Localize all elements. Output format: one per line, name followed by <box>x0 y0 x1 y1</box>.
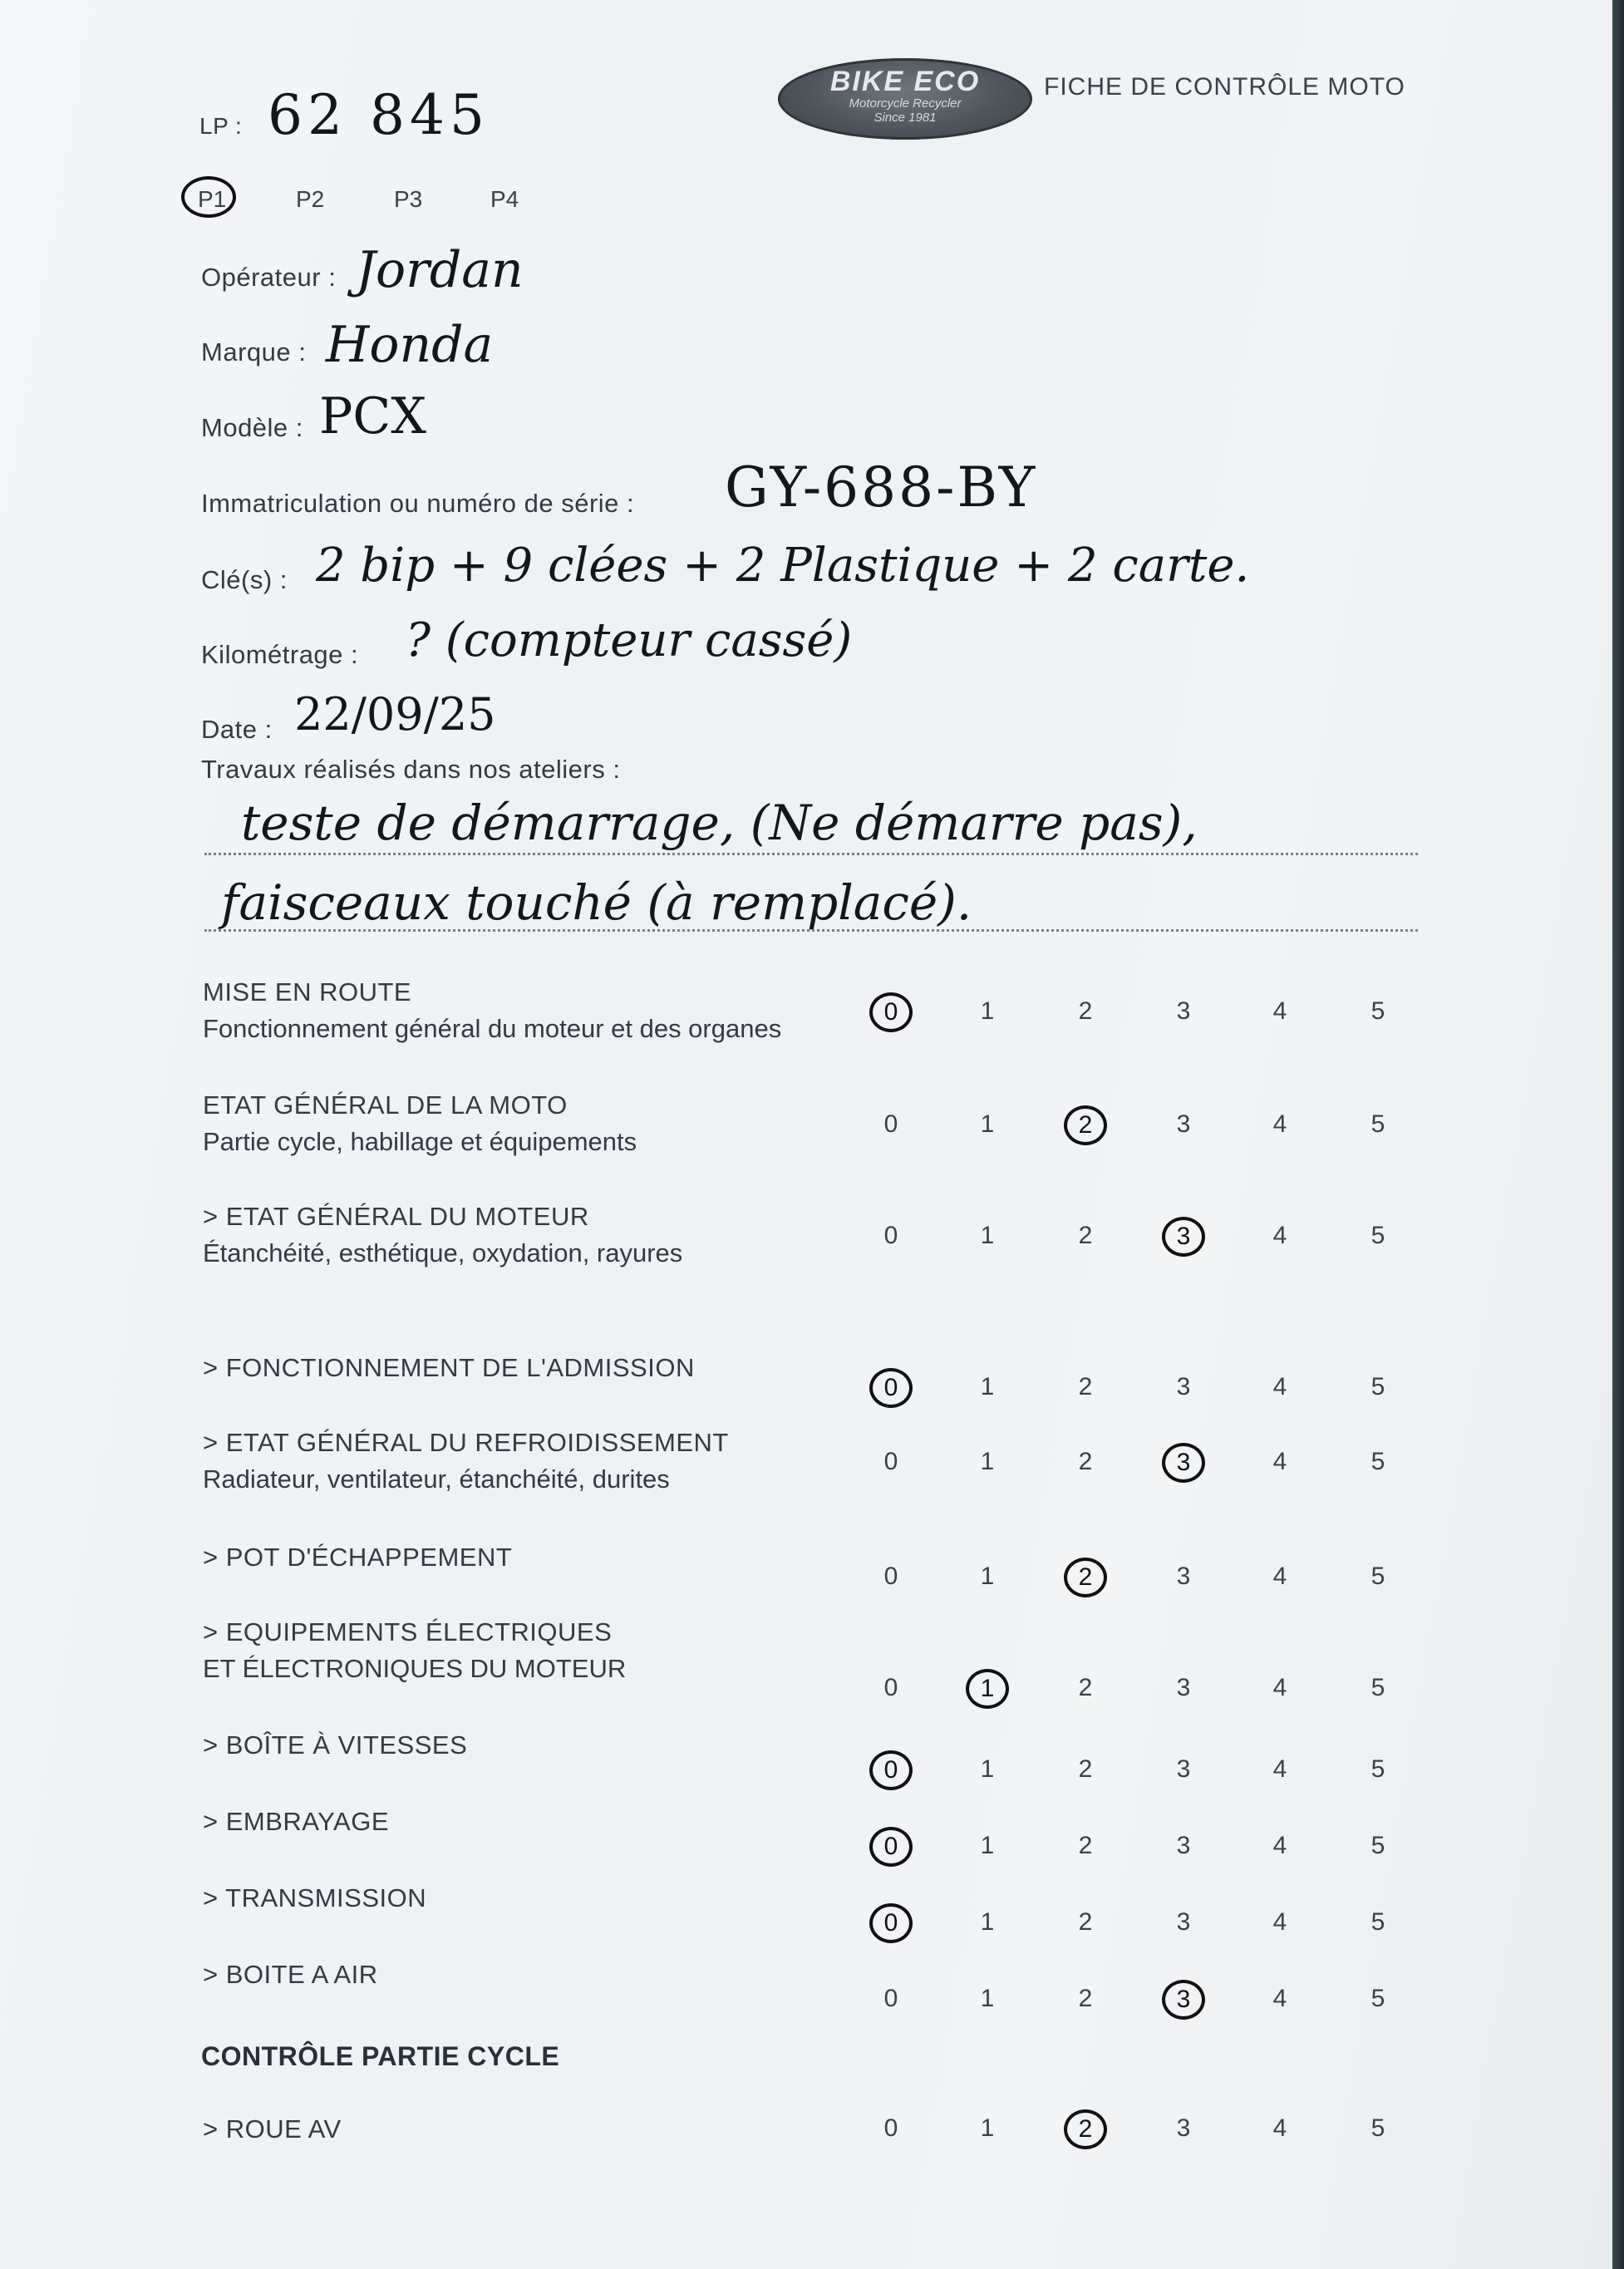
travaux-line-1: teste de démarrage, (Ne démarre pas), <box>241 795 1198 851</box>
background-edge <box>1612 0 1624 2269</box>
immat-value: GY-688-BY <box>725 455 1038 519</box>
logo-brand: BIKE ECO <box>829 66 981 97</box>
score-option[interactable]: 1 <box>980 1448 995 1475</box>
score-option-selected[interactable]: 0 <box>869 992 913 1032</box>
modele-value: PCX <box>319 387 426 445</box>
score-option[interactable]: 0 <box>883 2114 898 2142</box>
score-option[interactable]: 2 <box>1078 1448 1093 1475</box>
criterion-title: > BOITE A AIR <box>203 1960 378 1989</box>
criterion-title: > EMBRAYAGE <box>203 1807 389 1836</box>
logo-tagline: Motorcycle Recycler <box>849 96 962 111</box>
date-value: 22/09/25 <box>294 688 496 741</box>
score-option[interactable]: 5 <box>1371 1563 1385 1590</box>
score-option[interactable]: 3 <box>1176 997 1191 1025</box>
travaux-line-2: faisceaux touché (à remplacé). <box>221 874 972 931</box>
score-option-selected[interactable]: 0 <box>869 1827 913 1867</box>
criterion-subtitle: ET ÉLECTRONIQUES DU MOTEUR <box>203 1654 627 1683</box>
score-option[interactable]: 3 <box>1176 1563 1191 1590</box>
logo-since: Since 1981 <box>874 111 937 125</box>
score-option[interactable]: 4 <box>1272 1908 1287 1936</box>
marque-label: Marque : <box>201 337 307 367</box>
score-option[interactable]: 2 <box>1078 1222 1093 1249</box>
score-option[interactable]: 3 <box>1176 1110 1191 1138</box>
score-option[interactable]: 5 <box>1371 1908 1385 1936</box>
score-option-selected[interactable]: 0 <box>869 1368 913 1408</box>
score-option[interactable]: 3 <box>1176 1832 1191 1859</box>
criterion-title: > ROUE AV <box>203 2114 342 2143</box>
operateur-label: Opérateur : <box>201 263 337 292</box>
score-option[interactable]: 4 <box>1272 1373 1287 1400</box>
travaux-dotted-line-2 <box>204 929 1418 932</box>
score-option[interactable]: 5 <box>1371 1373 1385 1400</box>
travaux-dotted-line-1 <box>204 853 1418 855</box>
score-option[interactable]: 0 <box>883 1110 898 1138</box>
criterion-subtitle: Étanchéité, esthétique, oxydation, rayures <box>203 1238 683 1267</box>
score-option[interactable]: 5 <box>1371 2114 1385 2142</box>
score-option-selected[interactable]: 2 <box>1064 1558 1107 1597</box>
score-option[interactable]: 4 <box>1272 1110 1287 1138</box>
score-option[interactable]: 5 <box>1371 1985 1385 2012</box>
score-option[interactable]: 5 <box>1371 1832 1385 1859</box>
score-option[interactable]: 1 <box>980 1373 995 1400</box>
score-option[interactable]: 2 <box>1078 1985 1093 2012</box>
score-option-selected[interactable]: 3 <box>1162 1980 1205 2020</box>
score-option[interactable]: 5 <box>1371 1110 1385 1138</box>
criterion-title: > FONCTIONNEMENT DE L'ADMISSION <box>203 1353 695 1382</box>
cles-label: Clé(s) : <box>201 565 288 594</box>
km-value: ? (compteur cassé) <box>406 613 853 667</box>
score-option[interactable]: 2 <box>1078 1755 1093 1783</box>
score-option[interactable]: 0 <box>883 1222 898 1249</box>
score-option[interactable]: 1 <box>980 1222 995 1249</box>
immat-label: Immatriculation ou numéro de série : <box>201 489 635 518</box>
sheet-title: FICHE DE CONTRÔLE MOTO <box>1044 73 1405 101</box>
score-option[interactable]: 4 <box>1272 997 1287 1025</box>
score-option[interactable]: 4 <box>1272 1563 1287 1590</box>
score-option[interactable]: 4 <box>1272 1448 1287 1475</box>
date-label: Date : <box>201 715 273 744</box>
score-option[interactable]: 0 <box>883 1985 898 2012</box>
score-option[interactable]: 3 <box>1176 1755 1191 1783</box>
score-option[interactable]: 3 <box>1176 1674 1191 1701</box>
position-p2: P2 <box>296 186 325 212</box>
criterion-title: > BOÎTE À VITESSES <box>203 1730 468 1760</box>
position-p3: P3 <box>394 186 423 212</box>
score-option[interactable]: 2 <box>1078 1908 1093 1936</box>
score-option[interactable]: 4 <box>1272 1832 1287 1859</box>
criterion-title: > ETAT GÉNÉRAL DU REFROIDISSEMENT <box>203 1428 729 1457</box>
modele-label: Modèle : <box>201 413 303 442</box>
score-option[interactable]: 1 <box>980 1908 995 1936</box>
score-option-selected[interactable]: 2 <box>1064 1105 1107 1145</box>
score-option-selected[interactable]: 3 <box>1162 1443 1205 1483</box>
criterion-title: MISE EN ROUTE <box>203 977 412 1007</box>
score-option[interactable]: 1 <box>980 997 995 1025</box>
score-option[interactable]: 1 <box>980 1985 995 2012</box>
criterion-subtitle: Fonctionnement général du moteur et des organes <box>203 1014 782 1043</box>
section-partie-cycle: CONTRÔLE PARTIE CYCLE <box>201 2041 560 2071</box>
score-option[interactable]: 3 <box>1176 1908 1191 1936</box>
score-option[interactable]: 5 <box>1371 1674 1385 1701</box>
score-option-selected[interactable]: 2 <box>1064 2109 1107 2149</box>
marque-value: Honda <box>326 316 494 374</box>
score-option[interactable]: 0 <box>883 1448 898 1475</box>
score-option-selected[interactable]: 3 <box>1162 1217 1205 1257</box>
score-option[interactable]: 1 <box>980 1563 995 1590</box>
criterion-title: > ETAT GÉNÉRAL DU MOTEUR <box>203 1202 589 1231</box>
score-option-selected[interactable]: 0 <box>869 1903 913 1943</box>
travaux-label: Travaux réalisés dans nos ateliers : <box>201 755 621 784</box>
lp-value: 62 845 <box>268 83 490 147</box>
lp-label: LP : <box>199 113 243 139</box>
score-option[interactable]: 0 <box>883 1674 898 1701</box>
score-option[interactable]: 1 <box>980 2114 995 2142</box>
criterion-subtitle: Radiateur, ventilateur, étanchéité, durites <box>203 1464 670 1494</box>
criterion-title: > TRANSMISSION <box>203 1883 427 1912</box>
criterion-title: ETAT GÉNÉRAL DE LA MOTO <box>203 1090 568 1120</box>
score-option[interactable]: 2 <box>1078 1674 1093 1701</box>
criterion-subtitle: Partie cycle, habillage et équipements <box>203 1127 637 1156</box>
score-option[interactable]: 1 <box>980 1110 995 1138</box>
score-option[interactable]: 3 <box>1176 2114 1191 2142</box>
score-option[interactable]: 0 <box>883 1563 898 1590</box>
operateur-value: Jordan <box>356 241 524 299</box>
score-option[interactable]: 2 <box>1078 1832 1093 1859</box>
score-option[interactable]: 5 <box>1371 1755 1385 1783</box>
score-option[interactable]: 4 <box>1272 1985 1287 2012</box>
score-option[interactable]: 5 <box>1371 1448 1385 1475</box>
score-option[interactable]: 4 <box>1272 2114 1287 2142</box>
score-option-selected[interactable]: 0 <box>869 1750 913 1790</box>
score-option[interactable]: 5 <box>1371 997 1385 1025</box>
criterion-title: > POT D'ÉCHAPPEMENT <box>203 1543 513 1572</box>
score-option[interactable]: 5 <box>1371 1222 1385 1249</box>
score-option[interactable]: 1 <box>980 1832 995 1859</box>
score-option-selected[interactable]: 1 <box>966 1669 1009 1709</box>
score-option[interactable]: 4 <box>1272 1674 1287 1701</box>
score-option[interactable]: 2 <box>1078 1373 1093 1400</box>
score-option[interactable]: 3 <box>1176 1373 1191 1400</box>
score-option[interactable]: 4 <box>1272 1222 1287 1249</box>
position-p1: P1 <box>198 186 227 212</box>
km-label: Kilométrage : <box>201 640 359 669</box>
position-p4: P4 <box>490 186 519 212</box>
bike-eco-logo <box>778 58 1032 140</box>
criterion-title: > EQUIPEMENTS ÉLECTRIQUES <box>203 1617 613 1646</box>
cles-value: 2 bip + 9 clées + 2 Plastique + 2 carte. <box>316 539 1250 593</box>
score-option[interactable]: 2 <box>1078 997 1093 1025</box>
score-option[interactable]: 1 <box>980 1755 995 1783</box>
score-option[interactable]: 4 <box>1272 1755 1287 1783</box>
